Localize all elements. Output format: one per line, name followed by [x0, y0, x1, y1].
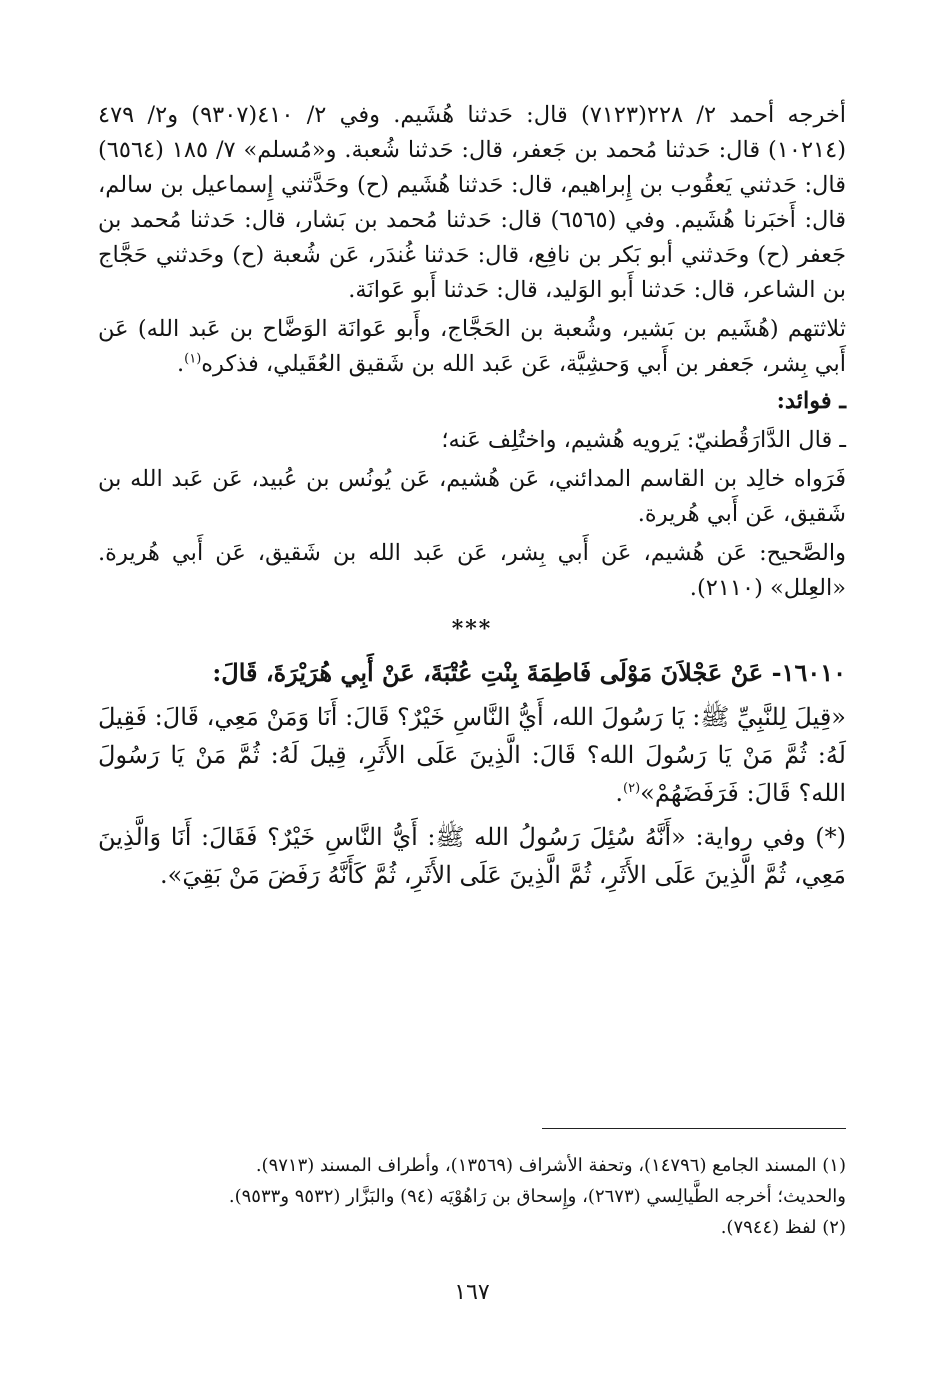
- takhrij-paragraph: [98, 98, 846, 308]
- hadith-riwaya: (*) وفي رواية: «أَنَّهُ سُئِلَ رَسُولُ الله ﷺ: أَيُّ النَّاسِ خَيْرٌ؟ فَقَالَ: أَنَا وَالَّذِينَ مَعِي، ثُمَّ الَّذِينَ عَلَى الأَثَرِ، ثُمَّ الَّذِينَ عَلَى الأَثَرِ، ثُمَّ كَأَنَّهُ رَفَضَ مَنْ بَقِيَ».: [98, 823, 846, 889]
- footnote-ref-2[interactable]: (٢): [623, 781, 641, 796]
- takhrij-text: أخرجه أحمد ٢/ ٢٢٨(٧١٢٣) قال: حَدثنا هُشَيم. وفي ٢/ ٤١٠(٩٣٠٧) و٢/ ٤٧٩ (١٠٢١٤) قال: حَدثنا مُحمد بن جَعفر، قال: حَدثنا شُعبة. و«مُسلم» ٧/ ١٨٥ (٦٥٦٤) قال: حَدثني يَعقُوب بن إِبراهيم، قال: حَدثنا هُشَيم (ح) وحَدَّثني إِسماعيل بن سالم، قال: أَخبَرنا هُشَيم. وفي (٦٥٦٥) قال: حَدثنا مُحمد بن بَشار، قال: حَدثنا مُحمد بن جَعفر (ح) وحَدثني أبو بَكر بن نافِع، قال: حَدثنا غُندَر، عَن شُعبة (ح) وحَدثني حَجَّاج بن الشاعر، قال: حَدثنا أَبو الوَليد، قال: حَدثنا أَبو عَوانَة.: [98, 102, 847, 303]
- hadith-end-punctuation: .: [615, 779, 624, 807]
- document-page: [98, 98, 847, 1305]
- footnote-1-line-2: والحديث؛ أخرجه الطَّيالِسي (٢٦٧٣)، وإِسحاق بن رَاهُوْيَه (٩٤) والبَزَّار (٩٥٣٢ و٩٥٣٣).: [228, 1186, 846, 1207]
- footnote-1-line-1: (١) المسند الجامع (١٤٧٩٦)، وتحفة الأشراف (١٣٥٦٩)، وأطراف المسند (٩٧١٣).: [255, 1155, 846, 1176]
- section-separator: ***: [451, 616, 493, 642]
- riwaya-khalid: فَرَواه خالِد بن القاسم المدائني، عَن هُشيم، عَن يُونُس بن عُبيد، عَن عَبد الله بن شَقيق، عَن أَبي هُريرة.: [98, 466, 846, 527]
- daraqutni-quote: ـ قال الدَّارَقُطنيّ: يَرويه هُشيم، واختُلِف عَنه؛: [441, 427, 846, 453]
- narrators-text: ثلاثتهم (هُشَيم بن بَشير، وشُعبة بن الحَجَّاج، وأَبو عَوانَة الوَضَّاح بن عَبد الله) عَن أَبي بِشر، جَعفر بن أَبي وَحشِيَّة، عَن عَبد الله بن شَقيق العُقَيلي، فذكره: [98, 316, 846, 377]
- hadith-text: [98, 698, 846, 812]
- footnotes-section: [98, 1150, 846, 1243]
- narrators-paragraph: ثلاثتهم (هُشَيم بن بَشير، وشُعبة بن الحَجَّاج، وأَبو عَوانَة الوَضَّاح بن عَبد الله) عَن أَبي بِشر، جَعفر بن أَبي وَحشِيَّة، عَن عَبد الله بن شَقيق العُقَيلي، فذكره$^{(١)}$.: [98, 316, 846, 377]
- hadith-header: ١٦٠١٠- عَنْ عَجْلاَنَ مَوْلَى فَاطِمَةَ بِنْتِ عُتْبَةَ، عَنْ أَبِي هُرَيْرَةَ، قَالَ:: [212, 658, 846, 687]
- footnote-2: (٢) لفظ (٧٩٤٤).: [720, 1217, 846, 1238]
- footnote-divider: [542, 1128, 846, 1129]
- fawaid-heading: ـ فوائد:: [776, 388, 846, 414]
- hadith-body: «قِيلَ لِلنَّبِيِّ ﷺ: يَا رَسُولَ الله، أَيُّ النَّاسِ خَيْرٌ؟ قَالَ: أَنَا وَمَنْ مَعِي، قَالَ: فَقِيلَ لَهُ: ثُمَّ مَنْ يَا رَسُولَ الله؟ قَالَ: الَّذِينَ عَلَى الأَثَرِ، قِيلَ لَهُ: ثُمَّ مَنْ يَا رَسُولَ الله؟ قَالَ: فَرَفَضَهُمْ»: [98, 703, 846, 807]
- footnote-ref-1[interactable]: (١): [184, 351, 202, 367]
- page-number: ١٦٧: [454, 1280, 490, 1305]
- sahih-paragraph: والصَّحيح: عَن هُشيم، عَن أَبي بِشر، عَن عَبد الله بن شَقيق، عَن أَبي هُريرة. «العِلل» (٢١١٠).: [98, 540, 846, 601]
